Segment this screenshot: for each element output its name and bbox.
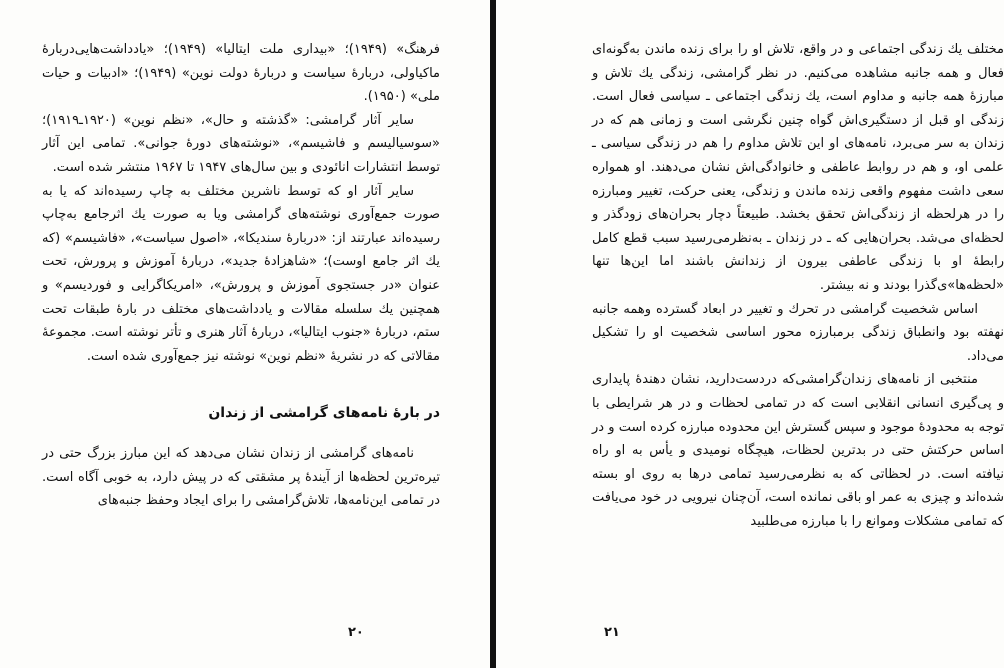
left-paragraph-2: سایر آثار گرامشی: «گذشته و حال»، «نظم نوین» (۱۹۲۰ـ۱۹۱۹)؛ «سوسیالیسم و فاشیسم»، «نوشته‌های دورهٔ جوانی». تمامی این آثار توسط انتشارات انائودی و بین سال‌های ۱۹۴۷ تا ۱۹۶۷ منتشر شده است. [42, 112, 440, 175]
right-paragraph-1: مختلف یك زندگی اجتماعی و در واقع، تلاش او را برای زنده ماندن به‌گونه‌ای فعال و همه جانبه مشاهده می‌کنیم. در نظر گرامشی، زندگی یك تلاش و مبارزهٔ همه جانبه و مداوم است، یك زندگی اجتماعی ـ سیاسی فعال است. زندگی او قبل از دستگیری‌اش گواه چنین نگرشی است و زمانی هم که در زندان به سر می‌برد، نامه‌های او این تلاش مداوم را هم در زندگی سیاسی ـ علمی او، و هم در روابط عاطفی و خانوادگی‌اش نشان می‌دهند. او همواره سعی داشت مفهوم واقعی زنده ماندن و زندگی، یعنی حرکت، تغییر ومبارزه را در هرلحظه از زندگی‌اش تحقق بخشد. طبیعتاً دچار بحران‌های زودگذر و لحظه‌ای می‌شد. بحران‌هایی که ـ در زندان ـ به‌نظرمی‌رسید سبب قطع کامل رابطهٔ او با زندگی عاطفی بیرون از زندانش باشند اما این‌ها تنها «لحظه‌ها»ی‌گذرا بودند و نه بیشتر. [592, 42, 1004, 293]
right-page [496, 0, 1004, 668]
left-paragraph-1: فرهنگ» (۱۹۴۹)؛ «بیداری ملت ایتالیا» (۱۹۴۹)؛ «یادداشت‌هایی‌دربارهٔ ماکیاولی، دربارهٔ سیاست و دربارهٔ دولت نوین» (۱۹۴۹)؛ «ادبیات و حیات ملی» (۱۹۵۰). [42, 42, 440, 105]
left-paragraph-4: نامه‌های گرامشی از زندان نشان می‌دهد که این مبارز بزرگ حتی در تیره‌ترین لحظه‌ها از آیندهٔ پر مشقتی که در پیش دارد، به خوبی آگاه است. در تمامی این‌نامه‌ها، تلاش‌گرامشی را برای ایجاد وحفظ جنبه‌های [42, 445, 440, 509]
right-paragraph-3: منتخبی از نامه‌های زندان‌گرامشی‌که دردست‌دارید، نشان دهندهٔ پایداری و پی‌گیری انسانی انقلابی است که در تمامی لحظات و در هر شرایطی با توجه به محدودهٔ موجود و سپس گسترش این محدوده مبارزه کرده است و در اساس حرکتش حتی در بدترین لحظات، هیچگاه نومیدی و یأس به او راه نیافته است. در لحظاتی که به نظرمی‌رسید تمامی درها به روی او بسته شده‌اند و چیزی به عمر او باقی نمانده است، آن‌چنان نیرویی در خود می‌یافت که تمامی مشکلات وموانع را با مبارزه می‌طلبید [592, 372, 1004, 529]
right-page-text [592, 38, 1004, 533]
left-page [0, 0, 492, 668]
section-heading: در بارهٔ نامه‌های گرامشی از زندان [208, 405, 440, 422]
right-paragraph-2: اساس شخصیت گرامشی در تحرك و تغییر در ابعاد گسترده وهمه جانبه نهفته بود وانطباق زندگی برمبارزه محور اساسی شخصیت او را تشکیل می‌داد. [592, 301, 1004, 364]
right-page-number: ۲۱ [604, 625, 620, 640]
left-paragraph-3: سایر آثار او که توسط ناشرین مختلف به چاپ رسیده‌اند که یا به صورت جمع‌آوری نوشته‌های گرامشی ویا به صورت یك اثرجامع به‌چاپ رسیده‌اند عبارتند از: «دربارهٔ سندیکا»، «اصول سیاست»، «فاشیسم» (که یك اثر جامع اوست)؛ «شاهزادهٔ جدید»، دربارهٔ آموزش و پرورش، تحت عنوان «در جستجوی آموزش و پرورش»، «امریکاگرایی و فوردیسم» و همچنین یك سلسله مقالات و یادداشت‌های مختلف در بارهٔ طبقات تحت ستم، دربارهٔ «جنوب ایتالیا»، دربارهٔ آثار هنری و تأتر نوشته است. مجموعهٔ مقالاتی که در نشریهٔ «نظم نوین» نوشته نیز جمع‌آوری شده است. [42, 183, 440, 364]
left-page-number: ۲۰ [348, 625, 364, 640]
left-page-text [42, 38, 440, 513]
